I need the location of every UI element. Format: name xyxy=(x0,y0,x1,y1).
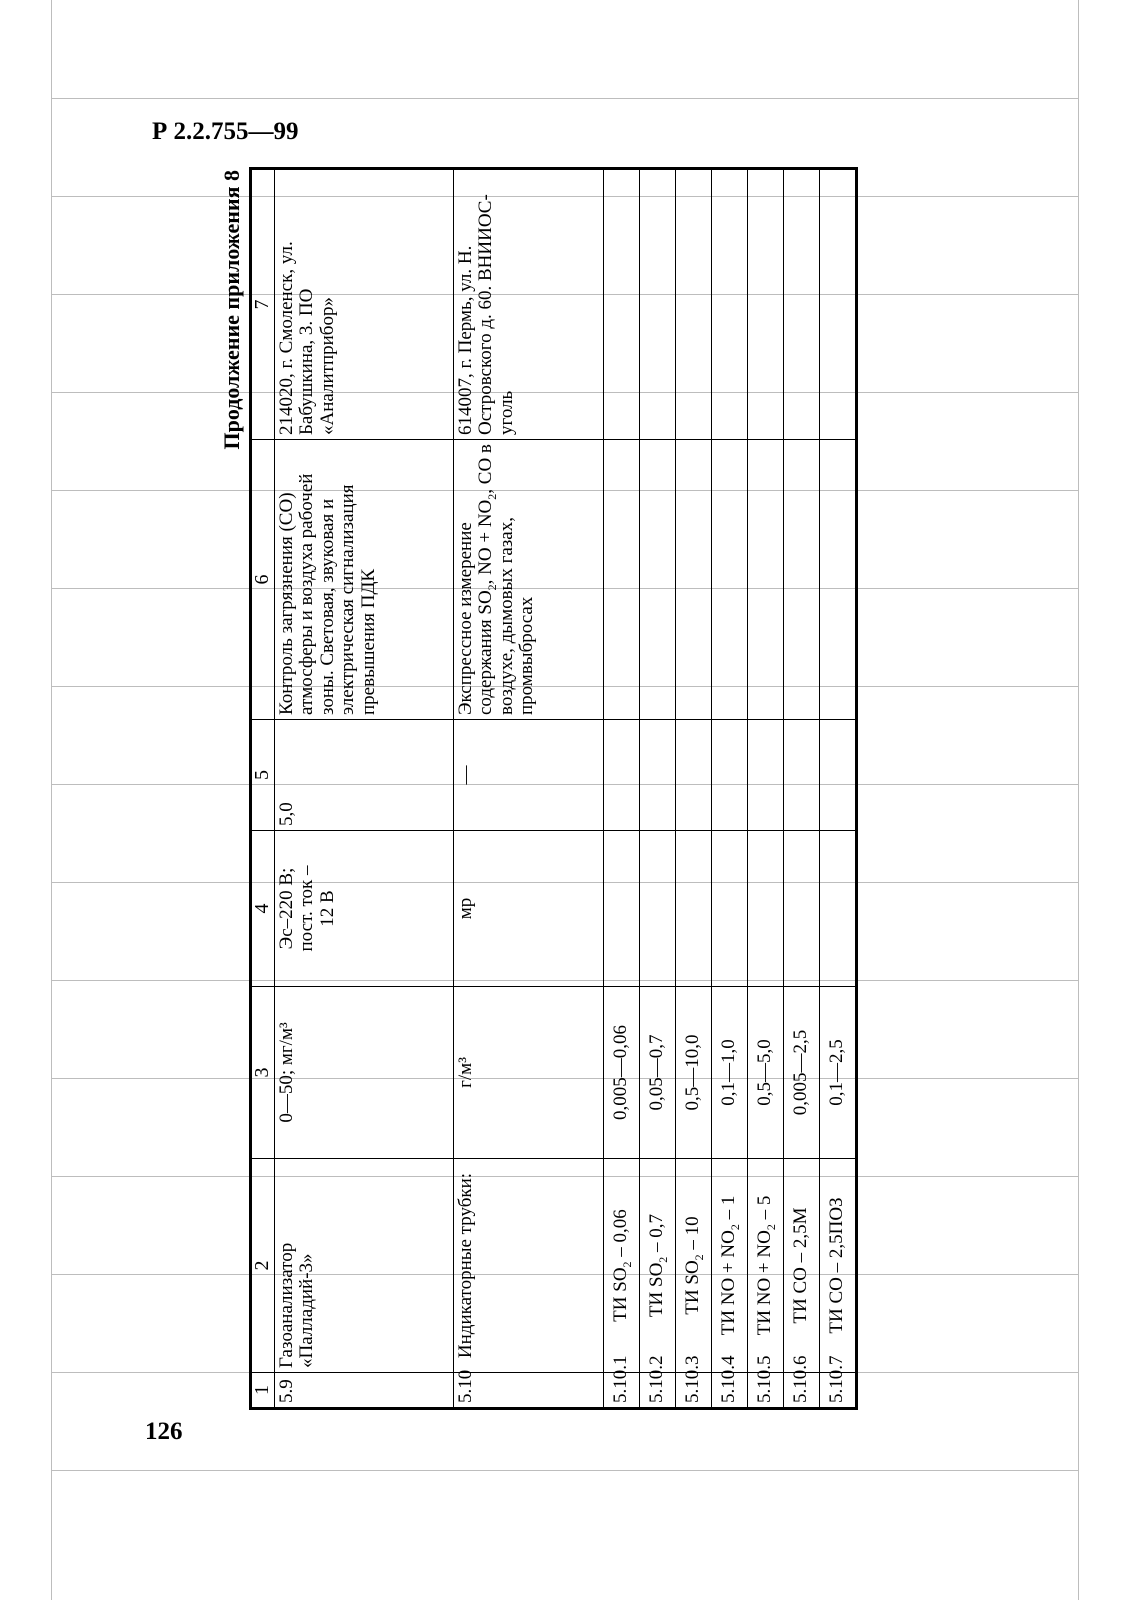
subscript: 2 xyxy=(484,493,499,500)
manufacturer-cell: 214020, г. Смоленск, ул. Бабушкина, 3. ПО «Аналитприбор» xyxy=(274,169,453,440)
empty-cell xyxy=(783,440,819,720)
empty-cell xyxy=(711,831,747,987)
purpose-cell: Контроль загрязнения (СО) атмосферы и воздуха рабочей зоны. Световая, звуковая и электрическая сигнализация превышения ПДК xyxy=(274,440,453,720)
measurement-range: 0,005—0,06 xyxy=(603,987,639,1159)
measurement-range: 0,1—2,5 xyxy=(819,987,856,1159)
empty-cell xyxy=(747,169,783,440)
row-number: 5.10 xyxy=(453,1373,603,1409)
power-supply: мр xyxy=(453,831,603,987)
tube-name-text: – 5 xyxy=(753,1195,775,1225)
tube-name-text: ТИ SO xyxy=(609,1267,631,1322)
tube-name: ТИ CO – 2,5ПОЗ xyxy=(819,1159,856,1373)
empty-cell xyxy=(639,720,675,831)
value-cell: — xyxy=(453,720,603,831)
empty-cell xyxy=(747,720,783,831)
tube-name-text: – 10 xyxy=(681,1216,703,1255)
power-supply xyxy=(274,831,453,987)
purpose-text: Экспрессное измерение содержания SO xyxy=(454,522,497,715)
data-table xyxy=(249,167,858,1410)
column-header: 5 xyxy=(251,720,275,831)
table-row xyxy=(711,169,747,1409)
document-code: Р 2.2.755—99 xyxy=(152,118,299,145)
appendix-title: Продолжение приложения 8 xyxy=(219,170,244,450)
tube-name-text: – 0,7 xyxy=(645,1213,667,1257)
empty-cell xyxy=(603,720,639,831)
empty-cell xyxy=(819,720,856,831)
table-row xyxy=(639,169,675,1409)
tube-name: ТИ CO – 2,5M xyxy=(783,1159,819,1373)
manufacturer-cell: 614007, г. Пермь, ул. Н. Островского д. 60. ВНИИОС-уголь xyxy=(453,169,603,440)
empty-cell xyxy=(819,440,856,720)
empty-cell xyxy=(639,440,675,720)
empty-cell xyxy=(675,169,711,440)
subscript: 2 xyxy=(691,1254,706,1261)
measurement-range: г/м³ xyxy=(453,987,603,1159)
table-row xyxy=(819,169,856,1409)
measurement-range: 0,005—2,5 xyxy=(783,987,819,1159)
power-line-2: пост. ток – xyxy=(296,865,318,952)
power-line-3: 12 В xyxy=(316,890,338,927)
device-name: Индикаторные трубки: xyxy=(453,1159,603,1373)
empty-cell xyxy=(747,440,783,720)
purpose-text: , NO + NO xyxy=(475,499,497,585)
empty-cell xyxy=(711,720,747,831)
column-header: 2 xyxy=(251,1159,275,1373)
header-row xyxy=(251,169,275,1409)
tube-name xyxy=(639,1159,675,1373)
table-row xyxy=(675,169,711,1409)
subscript: 2 xyxy=(619,1261,634,1268)
empty-cell xyxy=(603,169,639,440)
empty-cell xyxy=(711,440,747,720)
column-header: 4 xyxy=(251,831,275,987)
row-number: 5.10.6 xyxy=(783,1373,819,1409)
value-cell: 5,0 xyxy=(274,720,453,831)
row-number: 5.10.5 xyxy=(747,1373,783,1409)
empty-cell xyxy=(783,831,819,987)
empty-cell xyxy=(783,169,819,440)
empty-cell xyxy=(639,831,675,987)
purpose-cell xyxy=(453,440,603,720)
power-line-1: Эс–220 В; xyxy=(275,867,297,950)
tube-name-text: – 1 xyxy=(717,1195,739,1225)
empty-cell xyxy=(675,831,711,987)
empty-cell xyxy=(747,831,783,987)
table-row xyxy=(747,169,783,1409)
empty-cell xyxy=(819,169,856,440)
column-header: 6 xyxy=(251,440,275,720)
empty-cell xyxy=(639,169,675,440)
row-number: 5.10.3 xyxy=(675,1373,711,1409)
table-row xyxy=(453,169,603,1409)
guide-line xyxy=(51,1470,1078,1471)
page-number: 126 xyxy=(145,1418,183,1445)
rotated-table-block xyxy=(216,170,896,1410)
tube-name xyxy=(603,1159,639,1373)
empty-cell xyxy=(711,169,747,440)
measurement-range: 0—50; мг/м³ xyxy=(274,987,453,1159)
tube-name xyxy=(747,1159,783,1373)
measurement-range: 0,05—0,7 xyxy=(639,987,675,1159)
measurement-range: 0,5—5,0 xyxy=(747,987,783,1159)
tube-name-text: ТИ NO + NO xyxy=(753,1230,775,1336)
tube-name-text: – 0,06 xyxy=(609,1209,631,1262)
tube-name-text: ТИ NO + NO xyxy=(717,1230,739,1336)
subscript: 2 xyxy=(727,1224,742,1231)
empty-cell xyxy=(675,440,711,720)
column-header: 1 xyxy=(251,1373,275,1409)
row-number: 5.10.7 xyxy=(819,1373,856,1409)
subscript: 2 xyxy=(763,1224,778,1231)
table-row xyxy=(274,169,453,1409)
empty-cell xyxy=(675,720,711,831)
subscript: 2 xyxy=(484,584,499,591)
tube-name-text: ТИ SO xyxy=(681,1260,703,1315)
page-left-edge xyxy=(51,0,52,1600)
page-right-edge xyxy=(1078,0,1079,1600)
row-number: 5.10.1 xyxy=(603,1373,639,1409)
measurement-range: 0,5—10,0 xyxy=(675,987,711,1159)
table-row xyxy=(783,169,819,1409)
row-number: 5.9 xyxy=(274,1373,453,1409)
purpose-text: , CO в воздухе, дымовых газах, промвыбросах xyxy=(475,444,538,715)
empty-cell xyxy=(783,720,819,831)
tube-name-text: ТИ SO xyxy=(645,1262,667,1318)
device-name: Газоанализатор «Палладий-3» xyxy=(274,1159,453,1373)
empty-cell xyxy=(603,440,639,720)
table-row xyxy=(603,169,639,1409)
empty-cell xyxy=(819,831,856,987)
guide-line xyxy=(51,98,1078,99)
tube-name xyxy=(711,1159,747,1373)
empty-cell xyxy=(603,831,639,987)
row-number: 5.10.4 xyxy=(711,1373,747,1409)
column-header: 7 xyxy=(251,169,275,440)
column-header: 3 xyxy=(251,987,275,1159)
subscript: 2 xyxy=(655,1256,670,1263)
row-number: 5.10.2 xyxy=(639,1373,675,1409)
tube-name xyxy=(675,1159,711,1373)
measurement-range: 0,1—1,0 xyxy=(711,987,747,1159)
